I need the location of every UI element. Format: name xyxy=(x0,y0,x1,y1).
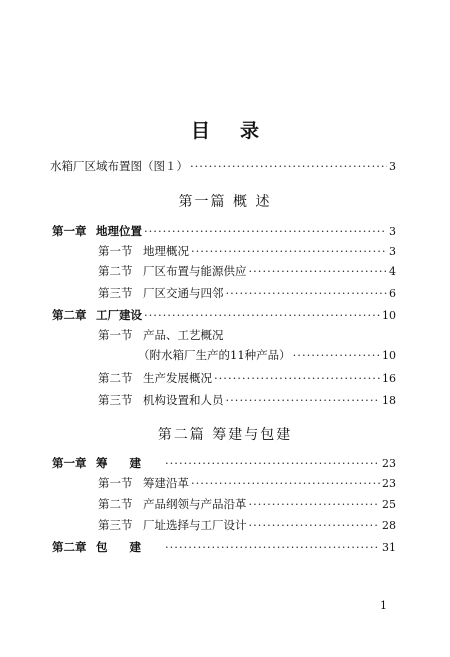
section-entry[interactable] xyxy=(98,264,396,279)
chapter-number: 第二章 xyxy=(52,308,87,322)
section-page: 28 xyxy=(382,519,396,532)
section-number: 第一节 xyxy=(98,476,133,490)
section-entry[interactable] xyxy=(98,518,396,533)
section-page: 16 xyxy=(382,372,396,385)
section-page: 10 xyxy=(382,349,396,362)
section-number: 第三节 xyxy=(98,393,133,407)
section-number: 第二节 xyxy=(98,497,133,511)
front-entry-page: 3 xyxy=(389,160,396,173)
chapter-title: 工厂建设 xyxy=(96,308,142,322)
section-page: 4 xyxy=(389,265,396,278)
leader-dots xyxy=(165,456,380,470)
chapter-entry[interactable] xyxy=(52,224,396,239)
section-title: 产品纲领与产品沿革 xyxy=(143,497,247,511)
leader-dots xyxy=(293,348,380,362)
chapter-number: 第一章 xyxy=(52,456,87,470)
section-page: 25 xyxy=(382,498,396,511)
chapter-entry[interactable] xyxy=(52,308,396,323)
leader-dots xyxy=(226,393,381,407)
section-number: 第一节 xyxy=(98,328,133,342)
section-page: 23 xyxy=(382,477,396,490)
section-page: 3 xyxy=(389,245,396,258)
section-entry[interactable] xyxy=(98,244,396,259)
leader-dots xyxy=(144,224,387,238)
leader-dots xyxy=(249,497,381,511)
front-entry-label: 水箱厂区域布置图（图１） xyxy=(50,159,188,173)
section-title: 厂址选择与工厂设计 xyxy=(143,518,247,532)
toc-title: 目录 xyxy=(190,120,289,142)
section-title: 筹建沿革 xyxy=(143,476,189,490)
section-entry[interactable] xyxy=(98,393,396,408)
section-entry[interactable] xyxy=(98,328,396,342)
section-number: 第三节 xyxy=(98,518,133,532)
chapter-entry[interactable] xyxy=(52,540,396,555)
leader-dots xyxy=(226,286,388,300)
chapter-title: 包建 xyxy=(96,540,163,554)
leader-dots xyxy=(249,264,388,278)
section-entry[interactable] xyxy=(98,497,396,512)
section-number: 第一节 xyxy=(98,244,133,258)
section-entry[interactable] xyxy=(98,476,396,491)
leader-dots xyxy=(144,308,380,322)
leader-dots xyxy=(191,476,380,490)
section-title: 地理概况 xyxy=(143,244,189,258)
section-title: 生产发展概况 xyxy=(143,371,212,385)
section-page: 18 xyxy=(382,394,396,407)
section-title: 产品、工艺概况 xyxy=(143,328,224,342)
section-number: 第三节 xyxy=(98,286,133,300)
section-number: 第二节 xyxy=(98,371,133,385)
leader-dots xyxy=(191,244,387,258)
part-heading-2: 第二篇 筹建与包建 xyxy=(157,427,293,443)
leader-dots xyxy=(165,540,380,554)
section-number: 第二节 xyxy=(98,264,133,278)
section-page: 6 xyxy=(389,287,396,300)
leader-dots xyxy=(190,159,387,173)
leader-dots xyxy=(214,371,380,385)
section-title: 厂区布置与能源供应 xyxy=(143,264,247,278)
chapter-page: 10 xyxy=(382,309,396,322)
chapter-page: 31 xyxy=(382,541,396,554)
section-title: 机构设置和人员 xyxy=(143,393,224,407)
section-continuation: （附水箱厂生产的11种产品） xyxy=(138,348,291,362)
chapter-number: 第二章 xyxy=(52,540,87,554)
chapter-number: 第一章 xyxy=(52,224,87,238)
section-title: 厂区交通与四邻 xyxy=(143,286,224,300)
chapter-title: 地理位置 xyxy=(96,224,142,238)
front-entry[interactable] xyxy=(50,159,396,174)
chapter-title: 筹建 xyxy=(96,456,163,470)
part-heading-1: 第一篇 概 述 xyxy=(178,194,272,210)
chapter-page: 3 xyxy=(389,225,396,238)
section-entry[interactable] xyxy=(98,371,396,386)
chapter-page: 23 xyxy=(382,457,396,470)
section-entry[interactable] xyxy=(98,286,396,301)
section-entry-continuation[interactable] xyxy=(138,348,396,363)
chapter-entry[interactable] xyxy=(52,456,396,471)
leader-dots xyxy=(249,518,381,532)
page-number: 1 xyxy=(380,599,387,612)
